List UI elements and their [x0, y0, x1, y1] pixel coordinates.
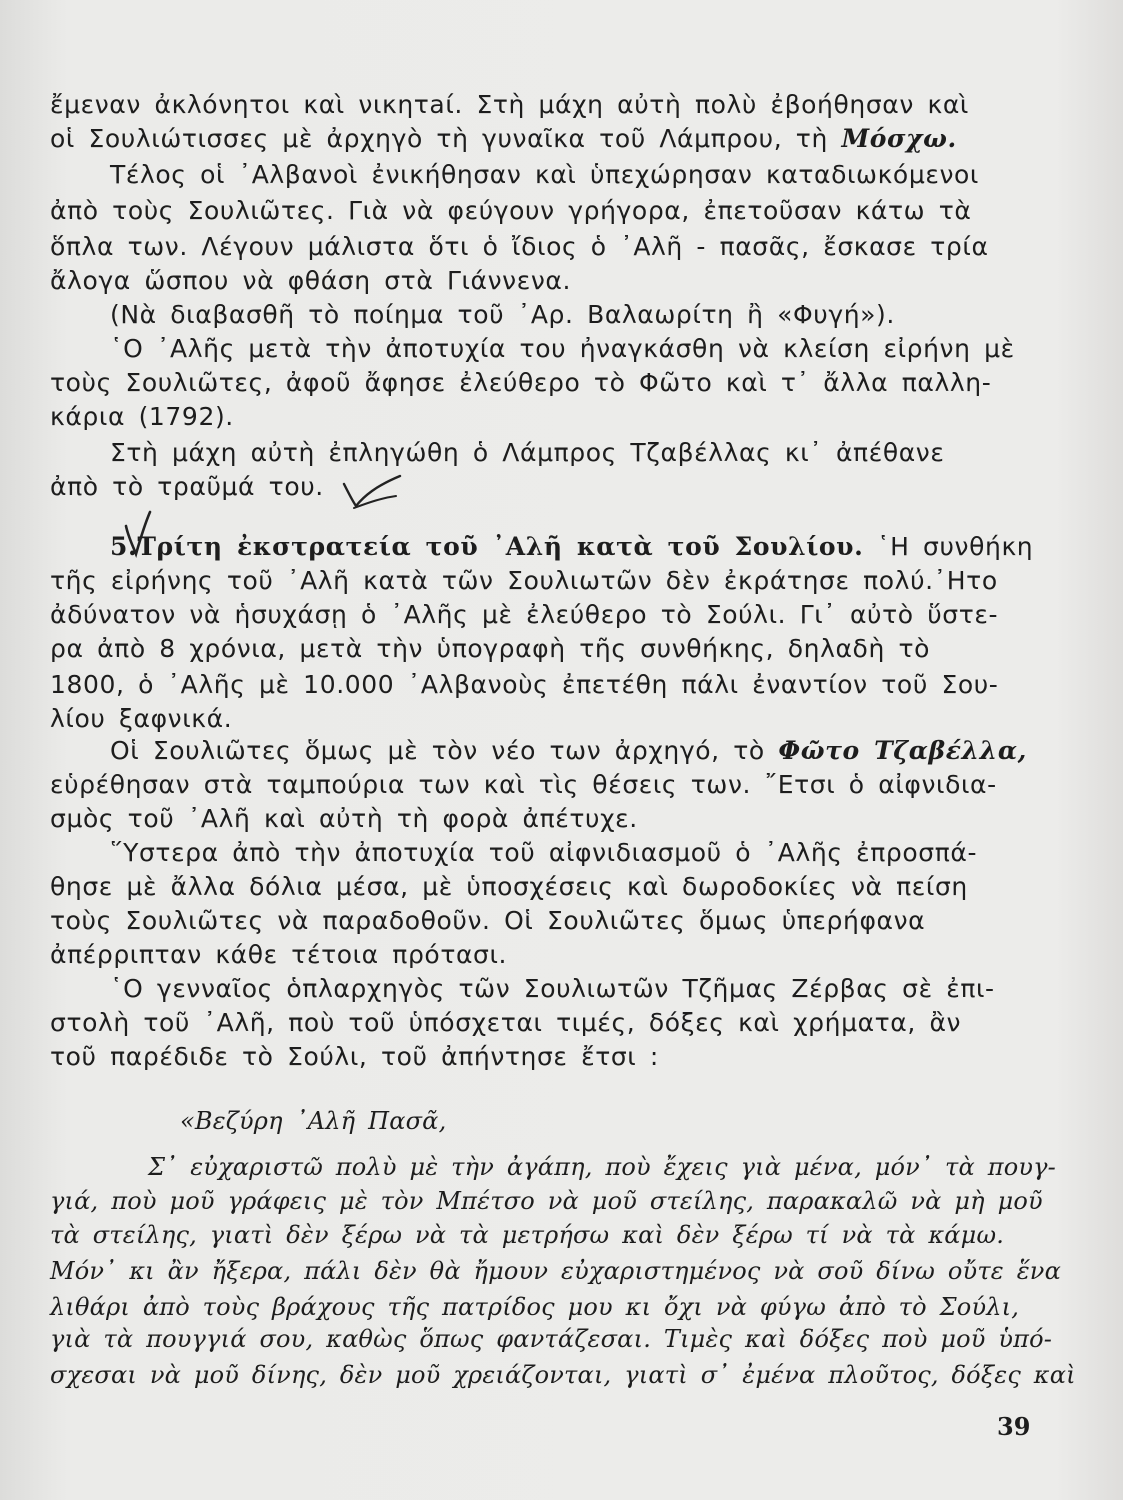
- text-line: τοὺς Σουλιῶτες νὰ παραδοθοῦν. Οἱ Σουλιῶτες ὅμως ὑπερήφανα: [50, 906, 926, 935]
- emphasis-name: Μόσχω.: [841, 124, 957, 153]
- text-line: Στὴ μάχη αὐτὴ ἐπληγώθη ὁ Λάμπρος Τζαβέλλας κι᾿ ἀπέθανε: [110, 438, 945, 467]
- text-line: ῾Ο γενναῖος ὁπλαρχηγὸς τῶν Σουλιωτῶν Τζῆμας Ζέρβας σὲ ἐπι-: [110, 974, 995, 1003]
- text-line: (Νὰ διαβασθῆ τὸ ποίημα τοῦ ᾿Αρ. Βαλαωρίτη ἢ «Φυγή»).: [110, 300, 895, 329]
- text-line: τοὺς Σουλιῶτες, ἀφοῦ ἄφησε ἐλεύθερο τὸ Φῶτο καὶ τ᾿ ἄλλα παλλη-: [50, 368, 992, 397]
- text-line: τοῦ παρέδιδε τὸ Σούλι, τοῦ ἀπήντησε ἔτσι :: [50, 1042, 659, 1071]
- text-line: ὅπλα των. Λέγουν μάλιστα ὅτι ὁ ἴδιος ὁ ᾿Αλῆ - πασᾶς, ἔσκασε τρία: [50, 232, 989, 261]
- text-line: στολὴ τοῦ ᾿Αλῆ, ποὺ τοῦ ὑπόσχεται τιμές, δόξες καὶ χρήματα, ἂν: [50, 1008, 962, 1037]
- text-line: 1800, ὁ ᾿Αλῆς μὲ 10.000 ᾿Αλβανοὺς ἐπετέθη πάλι ἐναντίον τοῦ Σου-: [50, 670, 999, 699]
- letter-line: γιά, ποὺ μοῦ γράφεις μὲ τὸν Μπέτσο νὰ μοῦ στείλης, παρακαλῶ νὰ μὴ μοῦ: [50, 1187, 1043, 1215]
- letter-line: λιθάρι ἀπὸ τοὺς βράχους τῆς πατρίδος μου κι ὄχι νὰ φύγω ἀπὸ τὸ Σούλι,: [50, 1293, 1020, 1321]
- text-line: θησε μὲ ἄλλα δόλια μέσα, μὲ ὑποσχέσεις καὶ δωροδοκίες νὰ πείση: [50, 872, 968, 901]
- text-line: σμὸς τοῦ ᾿Αλῆ καὶ αὐτὴ τὴ φορὰ ἀπέτυχε.: [50, 804, 638, 833]
- text-line: ἀδύνατον νὰ ἡσυχάσῃ ὁ ᾿Αλῆς μὲ ἐλεύθερο τὸ Σούλι. Γι᾿ αὐτὸ ὕστε-: [50, 600, 999, 629]
- text-line: Οἱ Σουλιῶτες ὅμως μὲ τὸν νέο των ἀρχηγό, τὸ Φῶτο Τζαβέλλα,: [110, 736, 1027, 765]
- section-heading: Τρίτη ἐκστρατεία τοῦ ᾿Αλῆ κατὰ τοῦ Σουλίου.: [137, 532, 864, 561]
- letter-line: σχεσαι νὰ μοῦ δίνης, δὲν μοῦ χρειάζονται, γιατὶ σ᾿ ἐμένα πλοῦτος, δόξες καὶ: [50, 1361, 1076, 1389]
- letter-line: τὰ στείλης, γιατὶ δὲν ξέρω νὰ τὰ μετρήσω καὶ δὲν ξέρω τί νὰ τὰ κάμω.: [50, 1221, 1005, 1249]
- text-line: λίου ξαφνικά.: [50, 704, 233, 733]
- text-line: ἀπέρριπταν κάθε τέτοια πρότασι.: [50, 940, 508, 969]
- page-number: 39: [997, 1412, 1031, 1441]
- emphasis-name: Φῶτο Τζαβέλλα,: [778, 736, 1027, 765]
- handwritten-checkmark-icon: [330, 468, 410, 518]
- text-line: ἄλογα ὥσπου νὰ φθάση στὰ Γιάννενα.: [50, 266, 572, 295]
- text-line: ἀπὸ τὸ τραῦμά του.: [50, 472, 324, 501]
- letter-salutation: «Βεζύρη ᾿Αλῆ Πασᾶ,: [180, 1107, 447, 1135]
- text-line: οἱ Σουλιώτισσες μὲ ἀρχηγὸ τὴ γυναῖκα τοῦ Λάμπρου, τὴ Μόσχω.: [50, 124, 957, 153]
- text-line: κάρια (1792).: [50, 402, 234, 431]
- text-line: ἀπὸ τοὺς Σουλιῶτες. Γιὰ νὰ φεύγουν γρήγορα, ἐπετοῦσαν κάτω τὰ: [50, 196, 972, 225]
- section-heading-line: 5.Τρίτη ἐκστρατεία τοῦ ᾿Αλῆ κατὰ τοῦ Σουλίου. ῾Η συνθήκη: [110, 532, 1034, 561]
- letter-line: γιὰ τὰ πουγγιά σου, καθὼς ὅπως φαντάζεσαι. Τιμὲς καὶ δόξες ποὺ μοῦ ὑπό-: [50, 1325, 1053, 1353]
- text-line: τῆς εἰρήνης τοῦ ᾿Αλῆ κατὰ τῶν Σουλιωτῶν δὲν ἐκράτησε πολύ.᾿Ητο: [50, 566, 998, 595]
- letter-line: Σ᾿ εὐχαριστῶ πολὺ μὲ τὴν ἀγάπη, ποὺ ἔχεις γιὰ μένα, μόν᾿ τὰ πουγ-: [148, 1153, 1056, 1181]
- text-line: ῞Υστερα ἀπὸ τὴν ἀποτυχία τοῦ αἰφνιδιασμοῦ ὁ ᾿Αλῆς ἐπροσπά-: [110, 838, 978, 867]
- text-line: Τέλος οἱ ᾿Αλβανοὶ ἐνικήθησαν καὶ ὑπεχώρησαν καταδιωκόμενοι: [110, 160, 979, 189]
- text-line: ἔμεναν ἀκλόνητοι καὶ νικητaί. Στὴ μάχη αὐτὴ πολὺ ἐβοήθησαν καὶ: [50, 90, 969, 119]
- handwritten-checkmark-icon: [118, 508, 168, 562]
- letter-line: Μόν᾿ κι ἂν ἤξερα, πάλι δὲν θὰ ἤμουν εὐχαριστημένος νὰ σοῦ δίνω οὔτε ἕνα: [50, 1257, 1061, 1285]
- text-line: ρα ἀπὸ 8 χρόνια, μετὰ τὴν ὑπογραφὴ τῆς συνθήκης, δηλαδὴ τὸ: [50, 634, 930, 663]
- text-line: εὑρέθησαν στὰ ταμπούρια των καὶ τὶς θέσεις των. ῎Ετσι ὁ αἰφνιδια-: [50, 770, 997, 799]
- text-line: ῾Ο ᾿Αλῆς μετὰ τὴν ἀποτυχία του ἠναγκάσθη νὰ κλείση εἰρήνη μὲ: [110, 334, 1015, 363]
